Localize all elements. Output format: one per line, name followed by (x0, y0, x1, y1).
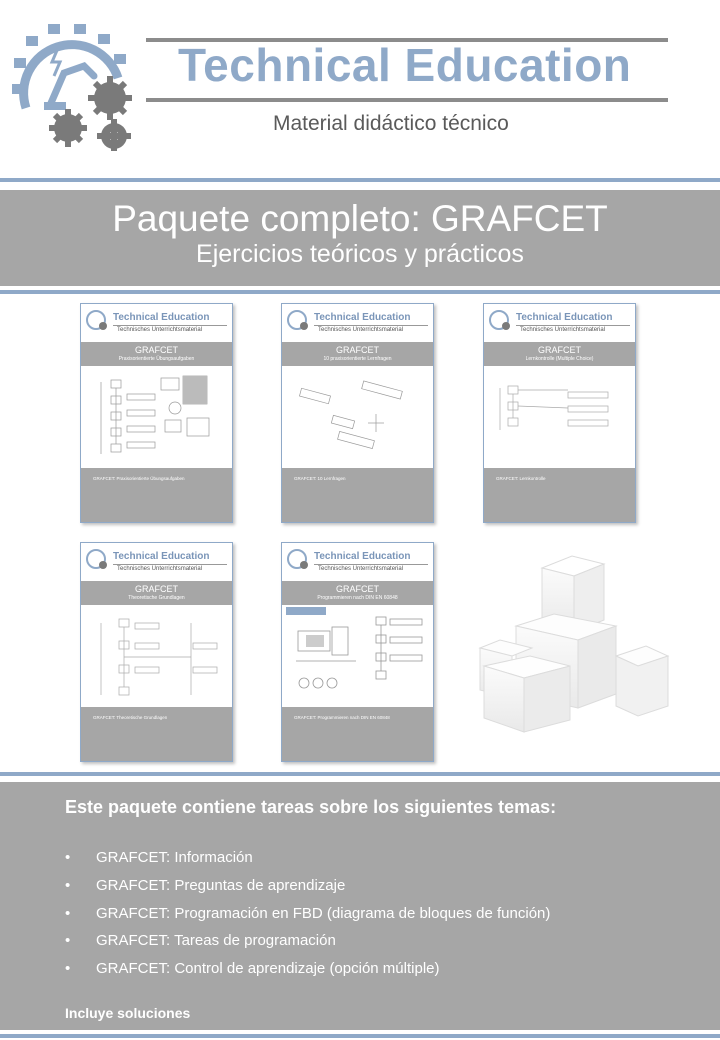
bullet-icon: • (65, 905, 71, 922)
divider-stripe (0, 290, 720, 294)
gear-logo-icon (6, 18, 140, 152)
cover-diagram (292, 376, 426, 462)
divider-stripe (0, 772, 720, 776)
cover-card-lernkontrolle (483, 303, 636, 523)
cover-diagram (286, 607, 430, 703)
header-rule-bottom (146, 98, 668, 102)
topic-item (65, 905, 550, 922)
bullet-icon: • (65, 932, 71, 949)
topic-label: GRAFCET: Información (96, 849, 253, 866)
divider-stripe (0, 1034, 720, 1038)
gear-logo-icon (286, 308, 310, 332)
cover-footer-text: GRAFCET: Programmieren nach DIN EN 60848 (294, 715, 390, 720)
cover-subtitle: Programmieren nach DIN EN 60848 (317, 595, 398, 601)
cover-title: GRAFCET (335, 345, 379, 355)
cover-subtitle: Theoretische Grundlagen (128, 595, 185, 601)
gear-logo-icon (488, 308, 512, 332)
cover-title: GRAFCET (134, 345, 178, 355)
cover-rule (314, 564, 428, 565)
cover-title: GRAFCET (134, 584, 178, 594)
cover-rule (113, 325, 227, 326)
cover-rule (314, 325, 428, 326)
cover-subtitle: Praxisorientierte Übungsaufgaben (118, 356, 195, 362)
cover-diagram (498, 382, 618, 452)
cover-rule (113, 564, 227, 565)
cover-brand-sub: Technisches Unterrichtsmaterial (520, 327, 606, 333)
cover-diagram (91, 613, 225, 703)
cover-brand-sub: Technisches Unterrichtsmaterial (117, 566, 203, 572)
cover-brand: Technical Education (314, 551, 411, 562)
cover-diagram (93, 372, 223, 462)
page-title: Paquete completo: GRAFCET (112, 198, 608, 239)
cover-brand: Technical Education (113, 551, 210, 562)
solutions-note: Incluye soluciones (65, 1005, 191, 1021)
topic-item (65, 849, 253, 866)
topic-item (65, 960, 439, 977)
cover-subtitle: 10 praxisorientierte Lernfragen (323, 356, 392, 362)
cover-title: GRAFCET (537, 345, 581, 355)
topic-item (65, 932, 336, 949)
cover-brand: Technical Education (516, 312, 613, 323)
cover-footer-text: GRAFCET: Praxisorientierte Übungsaufgaben (93, 476, 185, 481)
cover-card-praxis (80, 303, 233, 523)
bullet-icon: • (65, 877, 71, 894)
gear-logo-icon (85, 308, 109, 332)
page-subtitle: Ejercicios teóricos y prácticos (196, 240, 524, 268)
cubes-illustration (470, 548, 680, 738)
cover-title: GRAFCET (335, 584, 379, 594)
topic-item (65, 877, 345, 894)
cover-footer-text: GRAFCET: Theoretische Grundlagen (93, 715, 168, 720)
topic-label: GRAFCET: Programación en FBD (diagrama de bloques de función) (96, 905, 551, 922)
cover-subtitle: Lernkontrolle (Multiple Choice) (525, 356, 594, 362)
cover-brand-sub: Technisches Unterrichtsmaterial (117, 327, 203, 333)
bullet-icon: • (65, 849, 71, 866)
cover-footer-text: GRAFCET: 10 Lernfragen (294, 476, 346, 481)
topic-label: GRAFCET: Preguntas de aprendizaje (96, 877, 346, 894)
cover-brand-sub: Technisches Unterrichtsmaterial (318, 566, 404, 572)
cover-brand: Technical Education (113, 312, 210, 323)
cover-brand: Technical Education (314, 312, 411, 323)
bullet-icon: • (65, 960, 71, 977)
contents-heading: Este paquete contiene tareas sobre los siguientes temas: (65, 797, 557, 817)
cover-rule (516, 325, 630, 326)
cover-footer-text: GRAFCET: Lernkontrolle (496, 476, 546, 481)
gear-logo-icon (286, 547, 310, 571)
cover-card-programmieren (281, 542, 434, 762)
cover-card-grundlagen (80, 542, 233, 762)
brand-tagline: Material didáctico técnico (273, 112, 509, 135)
brand-name: Technical Education (178, 39, 632, 91)
topic-label: GRAFCET: Tareas de programación (96, 932, 336, 949)
gear-logo-icon (85, 547, 109, 571)
divider-stripe (0, 178, 720, 182)
topic-label: GRAFCET: Control de aprendizaje (opción múltiple) (96, 960, 440, 977)
cover-brand-sub: Technisches Unterrichtsmaterial (318, 327, 404, 333)
cover-card-lernfragen (281, 303, 434, 523)
